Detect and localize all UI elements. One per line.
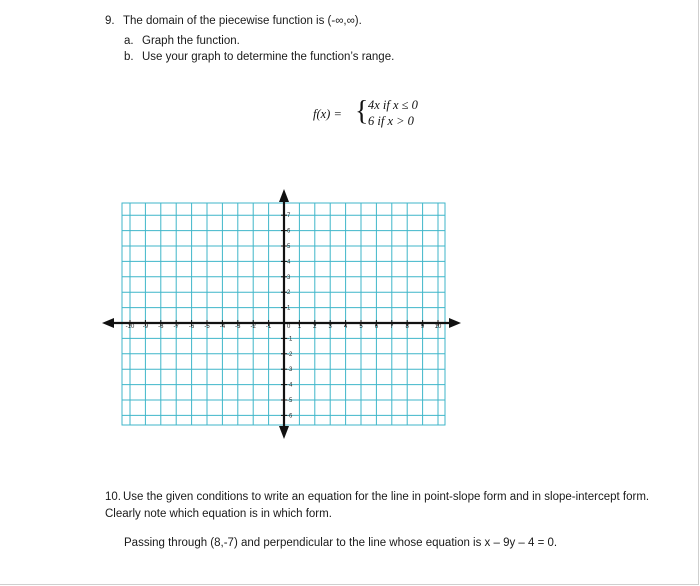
x-tick-label: 7 xyxy=(390,324,394,330)
y-tick-label: 4 xyxy=(287,259,291,266)
x-tick-label: -8 xyxy=(158,324,164,330)
x-tick-label: -9 xyxy=(142,324,149,330)
x-tick-label: -2 xyxy=(250,324,256,330)
function-lhs: f(x) = xyxy=(313,107,342,121)
question-9-prompt: The domain of the piecewise function is (-∞,∞). xyxy=(123,15,362,27)
y-axis-down-arrow xyxy=(279,426,289,439)
x-tick-label: -10 xyxy=(125,324,135,330)
x-tick-label: 5 xyxy=(359,324,363,330)
x-tick-label: 0 xyxy=(287,324,291,330)
x-tick-label: 3 xyxy=(328,324,332,330)
y-tick-label: 7 xyxy=(287,213,291,220)
part-a-label: a. xyxy=(124,35,134,47)
part-a-text: Graph the function. xyxy=(142,35,240,47)
x-tick-label: 6 xyxy=(374,324,379,330)
y-tick-label: 1 xyxy=(287,305,291,312)
y-tick-label: 2 xyxy=(287,290,291,297)
y-tick-label: -6 xyxy=(287,413,293,420)
function-case-2: 6 if x > 0 xyxy=(368,114,414,128)
x-tick-label: -1 xyxy=(265,324,272,330)
question-10-number: 10. xyxy=(105,491,121,503)
x-tick-label: 1 xyxy=(297,324,302,330)
x-tick-label: 2 xyxy=(313,324,317,330)
x-tick-label: -3 xyxy=(235,324,241,330)
y-tick-label: -2 xyxy=(287,351,293,358)
y-axis-up-arrow xyxy=(279,189,289,202)
y-tick-label: -3 xyxy=(287,367,293,374)
y-tick-label: -5 xyxy=(287,398,293,404)
x-axis-left-arrow xyxy=(102,318,114,328)
y-tick-label: 6 xyxy=(287,228,291,235)
y-tick-label: -4 xyxy=(287,382,293,389)
x-tick-label: 8 xyxy=(405,324,409,330)
y-tick-label: 5 xyxy=(287,244,291,250)
x-tick-label: -7 xyxy=(173,324,179,330)
y-tick-label: 3 xyxy=(287,274,291,281)
question-10 xyxy=(105,489,665,523)
x-tick-label: -4 xyxy=(219,324,226,330)
question-9-number: 9. xyxy=(105,15,115,27)
function-case-1: 4x if x ≤ 0 xyxy=(368,98,418,112)
x-tick-label: 4 xyxy=(343,324,348,330)
x-tick-label: -6 xyxy=(188,324,195,330)
part-b-text: Use your graph to determine the function’s range. xyxy=(142,51,395,63)
y-tick-label: -1 xyxy=(287,336,293,343)
part-b-label: b. xyxy=(124,51,134,63)
x-axis-right-arrow xyxy=(449,318,461,328)
question-10-condition: Passing through (8,-7) and perpendicular to the line whose equation is x – 9y – 4 = 0. xyxy=(124,537,558,549)
x-tick-label: 9 xyxy=(420,324,425,330)
question-10-prompt: Use the given conditions to write an equation for the line in point-slope form and in slope-intercept form. Clearly note which equation is in which form. xyxy=(105,491,650,520)
x-tick-label: 10 xyxy=(434,324,442,330)
x-tick-label: -5 xyxy=(204,324,210,330)
left-brace: { xyxy=(355,96,369,127)
